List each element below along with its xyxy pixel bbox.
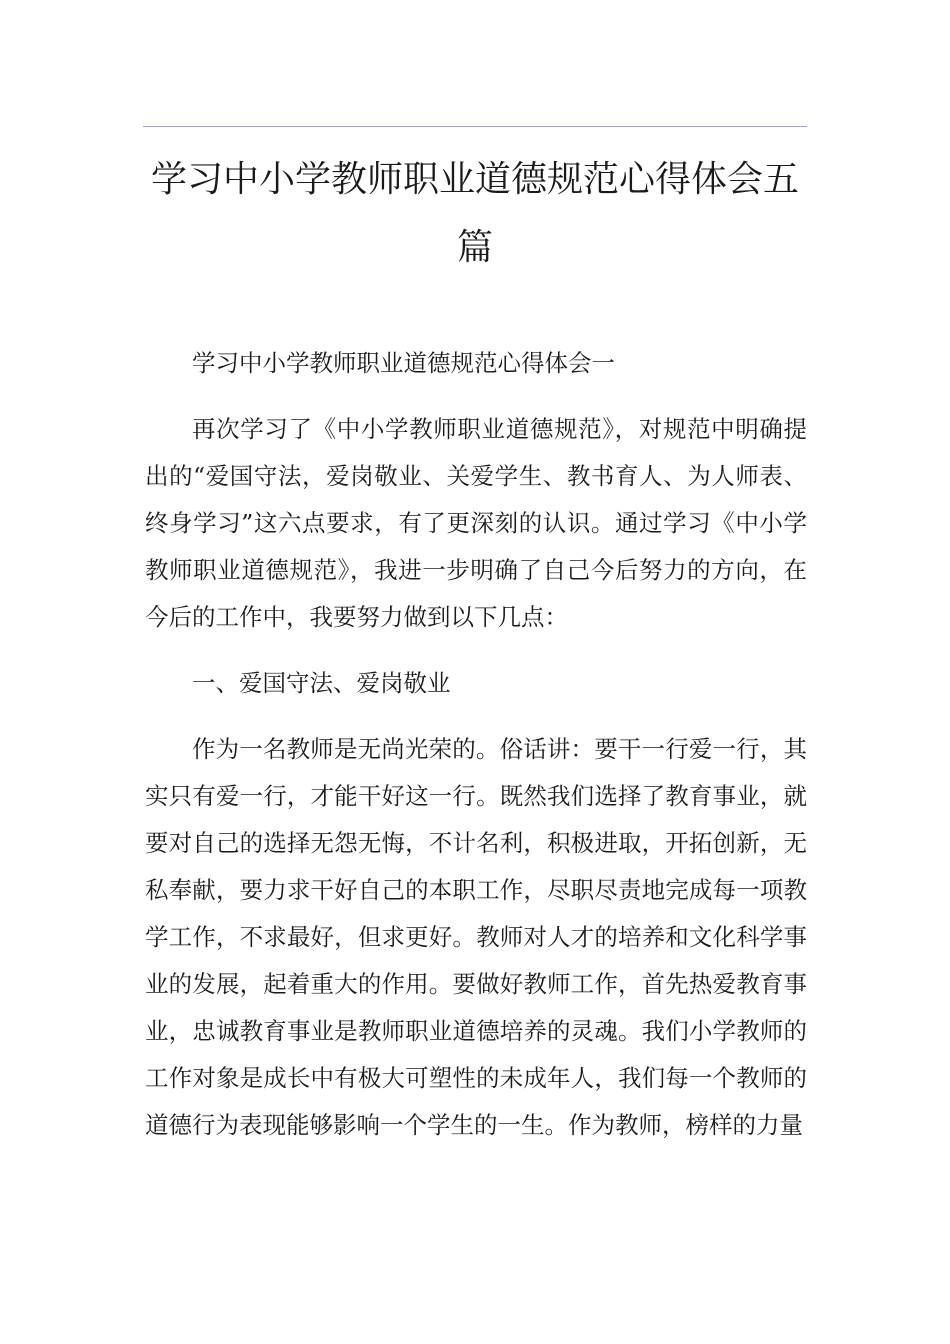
document-body [145,340,807,1149]
document-title: 学习中小学教师职业道德规范心得体会五篇 [150,159,799,268]
point-heading-one: 一、爱国守法、爱岗敬业 [192,669,451,697]
intro-paragraph: 再次学习了《中小学教师职业道德规范》，对规范中明确提出的“爱国守法，爱岗敬业、关爱学生、教书育人、为人师表、终身学习”这六点要求，有了更深刻的认识。通过学习《中小学教师职业道德规范》，我进一步明确了自己今后努力的方向，在今后的工作中，我要努力做到以下几点： [145,415,807,631]
header-divider [143,126,807,127]
section-heading-one: 学习中小学教师职业道德规范心得体会一 [192,349,615,377]
point-one-paragraph: 作为一名教师是无尚光荣的。俗话讲：要干一行爱一行，其实只有爱一行，才能干好这一行。既然我们选择了教育事业，就要对自己的选择无怨无悔，不计名利，积极进取，开拓创新，无私奉献，要力求干好自己的本职工作，尽职尽责地完成每一项教学工作，不求最好，但求更好。教师对人才的培养和文化科学事业的发展，起着重大的作用。要做好教师工作，首先热爱教育事业，忠诚教育事业是教师职业道德培养的灵魂。我们小学教师的工作对象是成长中有极大可塑性的未成年人，我们每一个教师的道德行为表现能够影响一个学生的一生。作为教师，榜样的力量 [145,735,807,1139]
